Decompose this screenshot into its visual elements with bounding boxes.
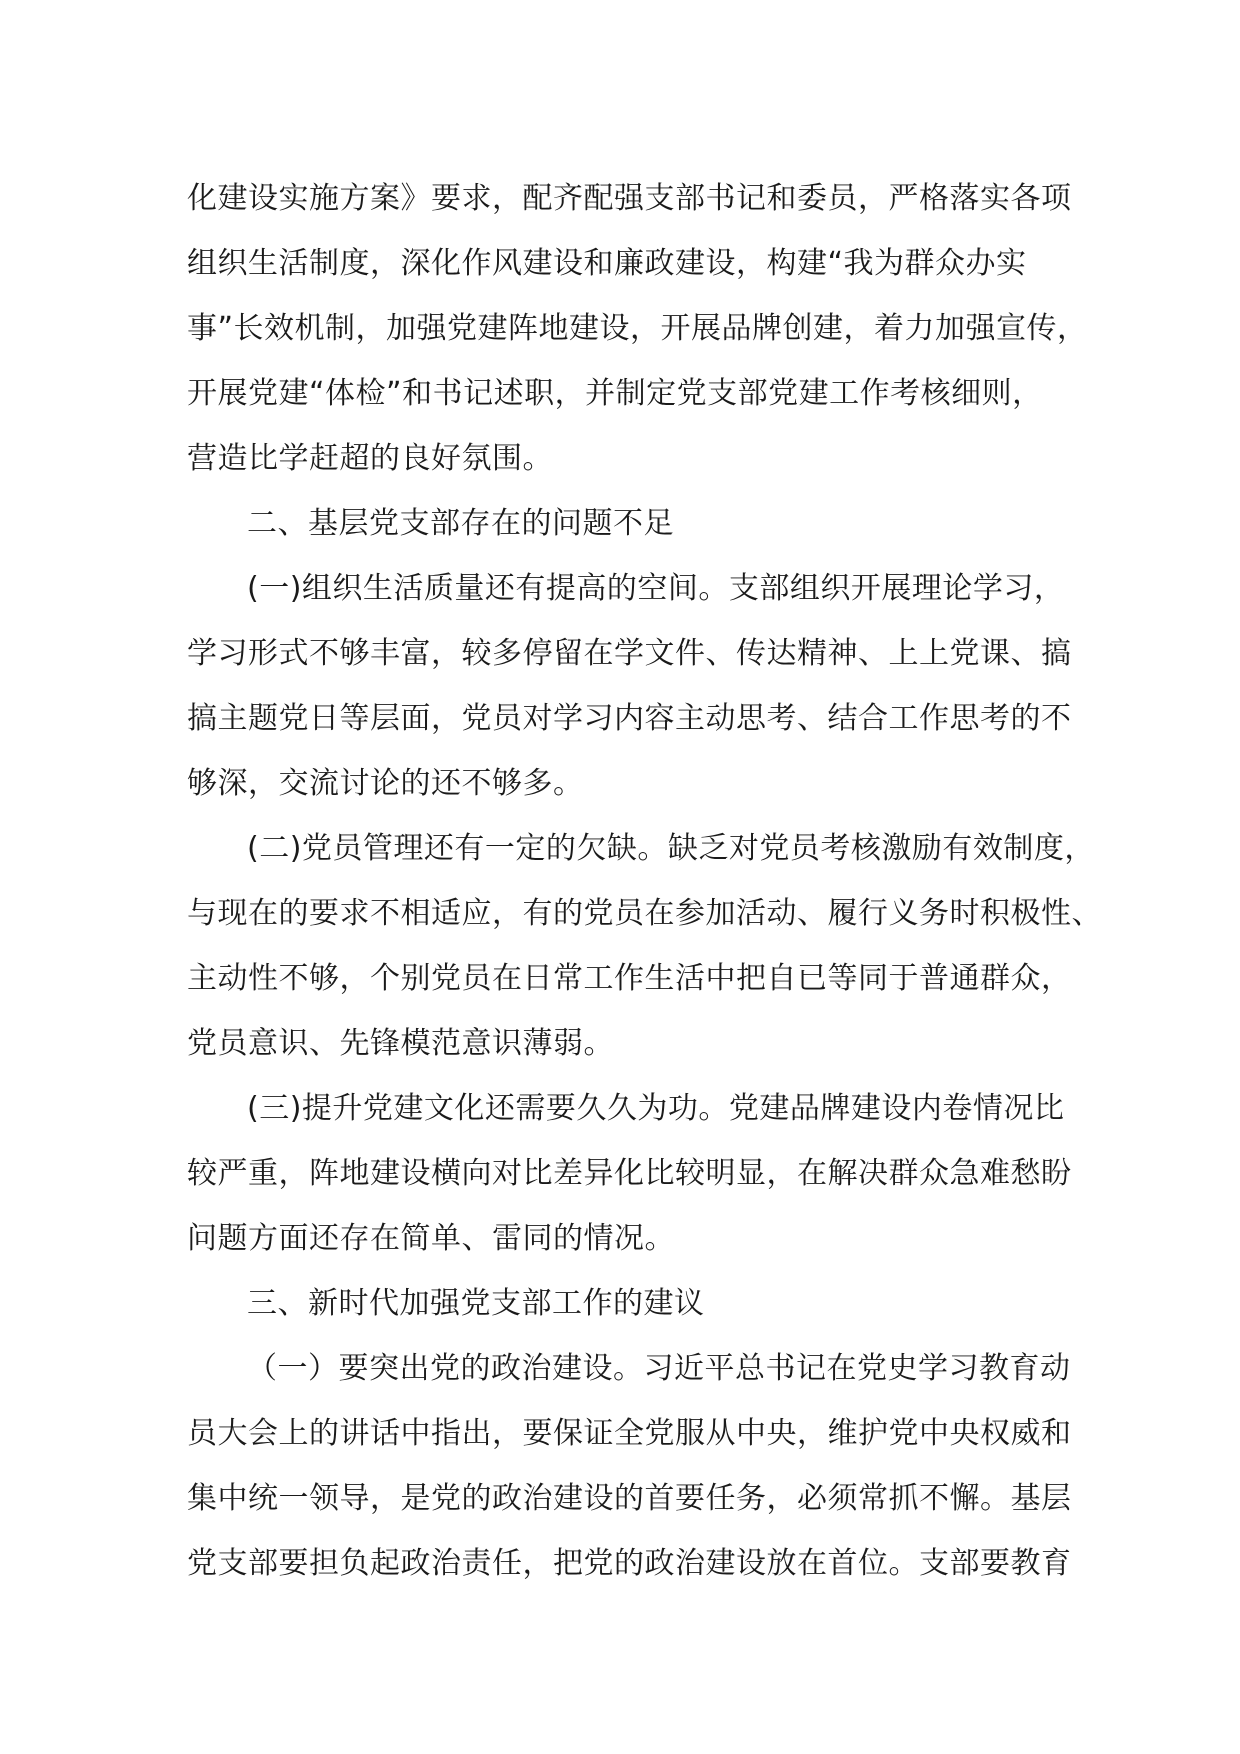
body-line: 组织生活制度，深化作风建设和廉政建设，构建“我为群众办实 [187,246,1027,281]
body-line: 开展党建“体检”和书记述职，并制定党支部党建工作考核细则， [187,376,1043,411]
section-heading: 三、新时代加强党支部工作的建议 [247,1286,705,1321]
paragraph-first-line: (一)组织生活质量还有提高的空间。支部组织开展理论学习， [247,571,1065,606]
paragraph-first-line: (三)提升党建文化还需要久久为功。党建品牌建设内卷情况比 [247,1091,1065,1126]
body-line: 搞主题党日等层面，党员对学习内容主动思考、结合工作思考的不 [187,701,1072,736]
body-line: 化建设实施方案》要求，配齐配强支部书记和委员，严格落实各项 [187,181,1072,216]
body-line: 事”长效机制，加强党建阵地建设，开展品牌创建，着力加强宣传， [187,311,1088,346]
paragraph-first-line: (二)党员管理还有一定的欠缺。缺乏对党员考核激励有效制度， [247,831,1095,866]
body-line: 员大会上的讲话中指出，要保证全党服从中央，维护党中央权威和 [187,1416,1072,1451]
body-line: 营造比学赶超的良好氛围。 [187,441,553,476]
body-line: 够深，交流讨论的还不够多。 [187,766,584,801]
body-line: 学习形式不够丰富，较多停留在学文件、传达精神、上上党课、搞 [187,636,1072,671]
body-line: 集中统一领导，是党的政治建设的首要任务，必须常抓不懈。基层 [187,1481,1072,1516]
section-heading: 二、基层党支部存在的问题不足 [247,506,674,541]
paragraph-first-line: （一）要突出党的政治建设。习近平总书记在党史学习教育动 [247,1351,1071,1386]
body-line: 党员意识、先锋模范意识薄弱。 [187,1026,614,1061]
body-line: 党支部要担负起政治责任，把党的政治建设放在首位。支部要教育 [187,1546,1072,1581]
body-line: 主动性不够，个别党员在日常工作生活中把自已等同于普通群众， [187,961,1072,996]
body-line: 较严重，阵地建设横向对比差异化比较明显，在解决群众急难愁盼 [187,1156,1072,1191]
document-body [187,166,1102,1596]
body-line: 问题方面还存在简单、雷同的情况。 [187,1221,675,1256]
body-line: 与现在的要求不相适应，有的党员在参加活动、履行义务时积极性、 [187,896,1102,931]
